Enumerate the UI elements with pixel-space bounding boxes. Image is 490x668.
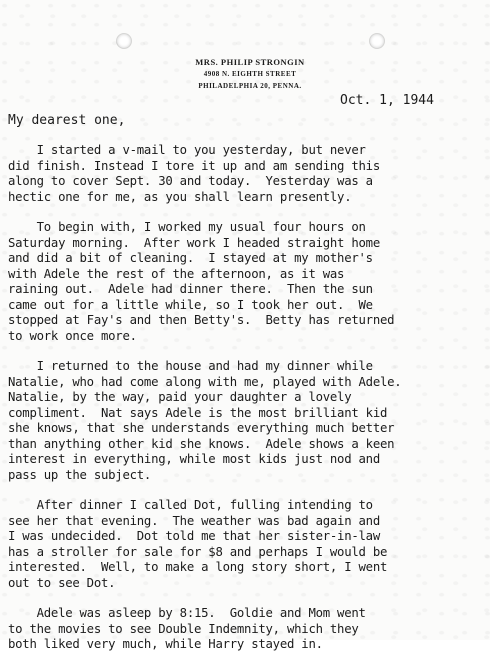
punch-hole [370,34,384,48]
text-line: to work once more. [8,328,137,343]
text-line: came out for a little while, so I took her out. We [8,297,373,312]
text-line: interest in everything, while most kids just nod and [8,452,380,466]
text-line: than anything other kid she knows. Adele shows a keen [8,436,395,451]
text-line: both liked very much, while Harry stayed in. [8,637,323,651]
text-line: to the movies to see Double Indemnity, which they [8,621,359,636]
letterhead-name: MRS. PHILIP STRONGIN [195,57,305,67]
text-line: with Adele the rest of the afternoon, as it was [8,266,345,281]
letterhead-street: 4908 N. EIGHTH STREET [203,70,297,78]
letter-date: Oct. 1, 1944 [340,93,434,108]
text-line: I returned to the house and had my dinner while [8,359,373,373]
text-line: After dinner I called Dot, fulling intending to [8,498,373,512]
text-line: I started a v-mail to you yesterday, but never [8,143,366,157]
text-line: pass up the subject. [8,467,152,482]
text-line: has a stroller for sale for $8 and perhaps I would be [8,544,388,559]
text-line: stopped at Fay's and then Betty's. Betty has returned [8,313,395,327]
text-line: hectic one for me, as you shall learn presently. [8,189,352,204]
text-line: Saturday morning. After work I headed straight home [8,235,380,250]
paragraph [8,143,488,205]
text-line: To begin with, I worked my usual four hours on [8,220,366,234]
paragraph [8,220,488,344]
text-line: out to see Dot. [8,575,116,590]
letter-body [8,143,488,668]
text-line: she knows, that she understands everything much better [8,421,395,435]
letterhead-city: PHILADELPHIA 20, PENNA. [198,82,302,90]
text-line: I was undecided. Dot told me that her sister-in-law [8,529,380,543]
text-line: interested. Well, to make a long story short, I went [8,560,388,574]
text-line: compliment. Nat says Adele is the most brilliant kid [8,405,388,420]
paragraph [8,606,488,653]
punch-hole [117,34,131,48]
text-line: did finish. Instead I tore it up and am sending this [8,158,380,173]
text-line: along to cover Sept. 30 and today. Yesterday was a [8,174,373,188]
paragraph [8,359,488,483]
text-line: and did a bit of cleaning. I stayed at my mother's [8,251,373,265]
text-line: see her that evening. The weather was bad again and [8,513,380,528]
letterhead [160,56,340,92]
text-line: raining out. Adele had dinner there. Then the sun [8,282,373,296]
salutation: My dearest one, [8,113,126,128]
text-line: Natalie, who had come along with me, played with Adele. [8,374,402,389]
text-line: Adele was asleep by 8:15. Goldie and Mom went [8,606,366,620]
text-line: Natalie, by the way, paid your daughter a lovely [8,390,352,404]
paragraph [8,498,488,591]
